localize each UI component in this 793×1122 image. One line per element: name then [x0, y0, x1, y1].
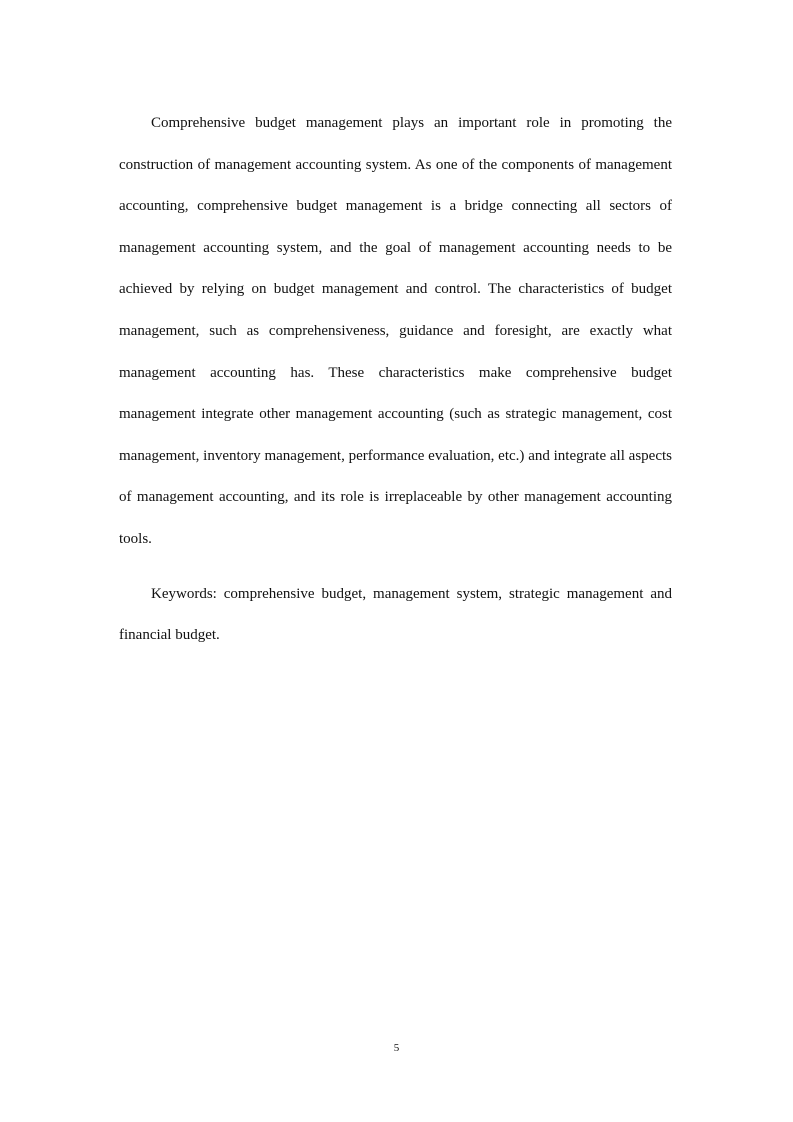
keywords-paragraph: Keywords: comprehensive budget, management system, strategic management and financial budget.	[119, 585, 672, 644]
page-number: 5	[393, 1042, 400, 1054]
body-text	[119, 103, 672, 657]
abstract-paragraph: Comprehensive budget management plays an important role in promoting the construction of management accounting system. As one of the components of management accounting, comprehensive budget management is a bridge connecting all sectors of management accounting system, and the goal of management accounting needs to be achieved by relying on budget management and control. The characteristics of budget management, such as comprehensiveness, guidance and foresight, are exactly what management accounting has. These characteristics make comprehensive budget management integrate other management accounting (such as strategic management, cost management, inventory management, performance evaluation, etc.) and integrate all aspects of management accounting, and its role is irreplaceable by other management accounting tools.	[119, 115, 672, 547]
